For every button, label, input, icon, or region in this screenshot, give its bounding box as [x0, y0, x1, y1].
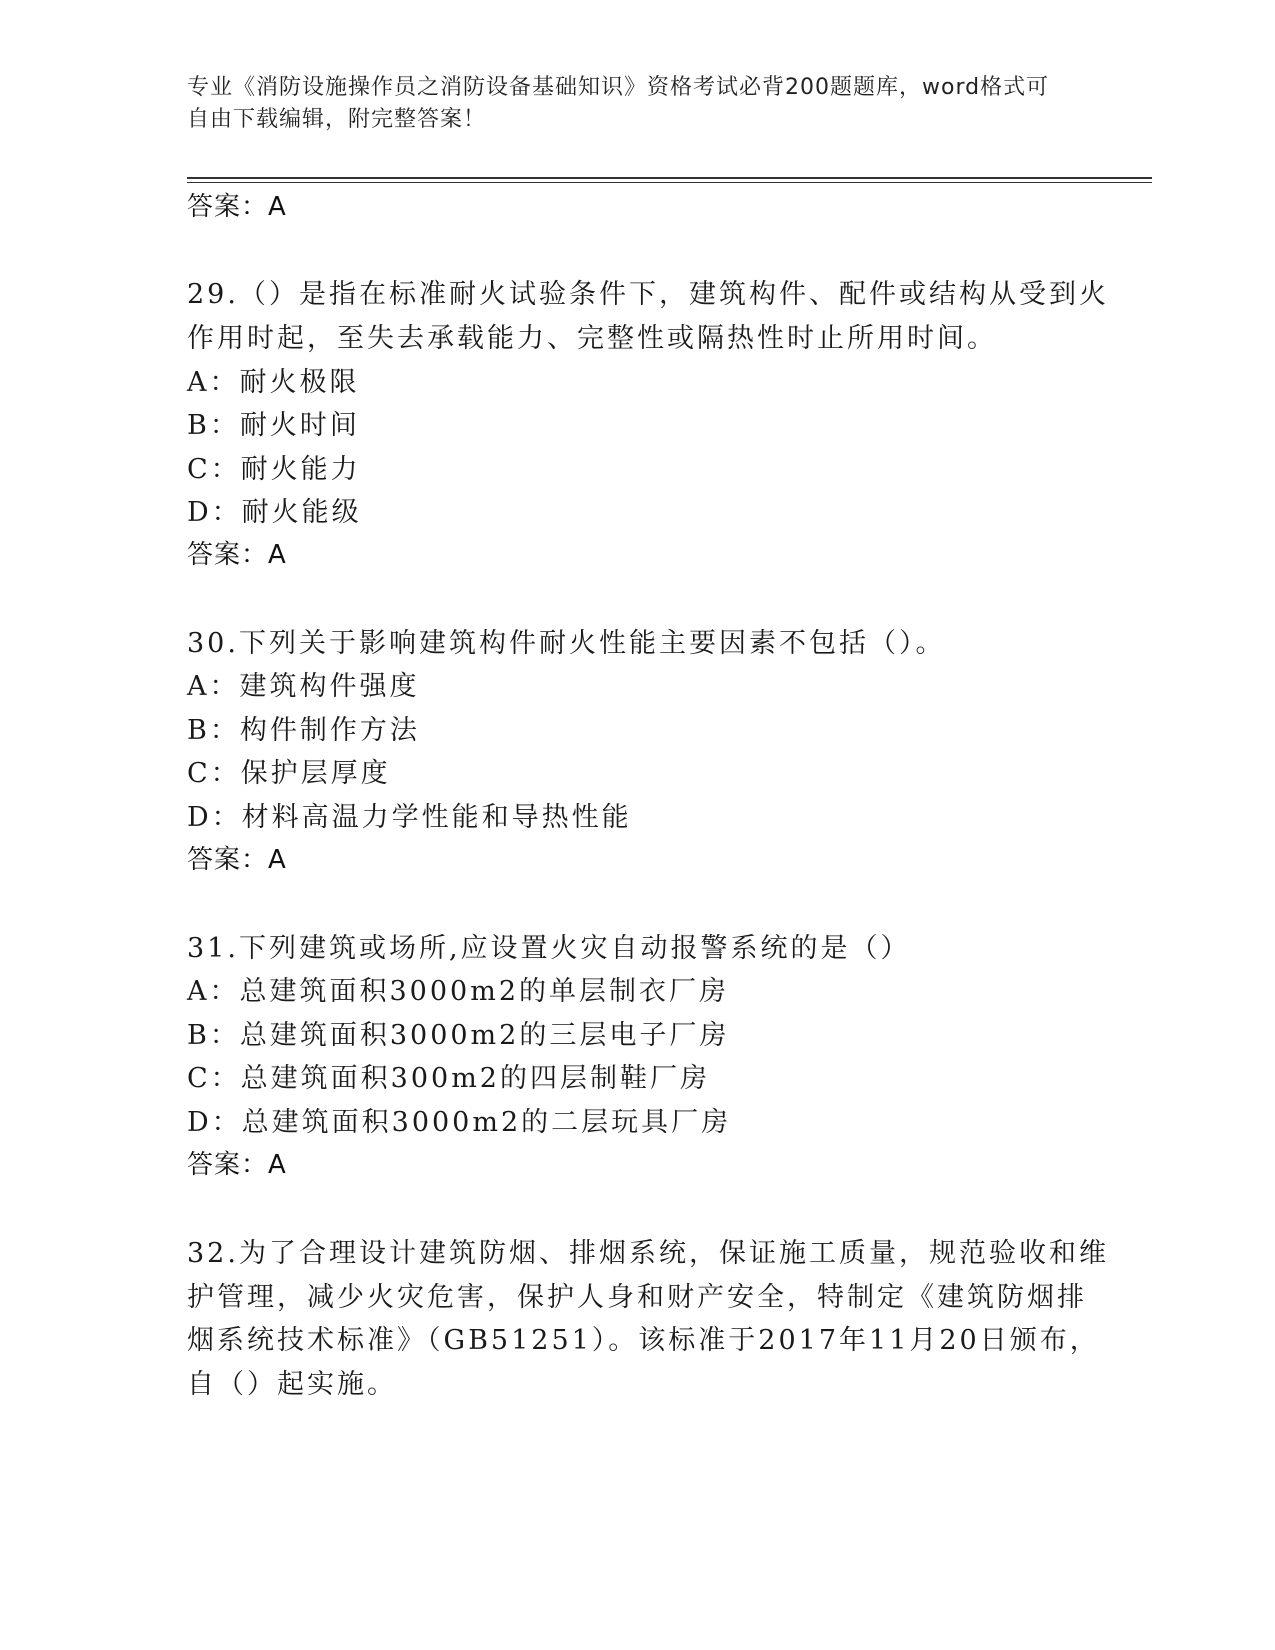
header-divider-thin — [187, 182, 1152, 183]
option-b: B：耐火时间 — [187, 410, 360, 441]
header-divider-thick — [187, 177, 1152, 179]
document-header: 专业《消防设施操作员之消防设备基础知识》资格考试必背200题题库，word格式可自由下载编辑，附完整答案！ — [187, 75, 1050, 132]
option-d: D：耐火能级 — [187, 497, 362, 528]
question-stem: 护管理，减少火灾危害，保护人身和财产安全，特制定《建筑防烟排 — [187, 1282, 1087, 1313]
option-b: B：构件制作方法 — [187, 715, 420, 746]
option-c: C：耐火能力 — [187, 454, 361, 485]
option-a: A：总建筑面积3000m2的单层制衣厂房 — [187, 976, 729, 1007]
question-stem: 烟系统技术标准》（GB51251）。该标准于2017年11月20日颁布， — [187, 1325, 1100, 1356]
answer-line: 答案：A — [187, 192, 287, 222]
question-stem: 32.为了合理设计建筑防烟、排烟系统，保证施工质量，规范验收和维 — [187, 1238, 1109, 1269]
option-c: C：保护层厚度 — [187, 758, 391, 789]
question-stem: 31.下列建筑或场所,应设置火灾自动报警系统的是（） — [187, 933, 911, 964]
answer-line: 答案：A — [187, 845, 287, 875]
question-stem: 作用时起，至失去承载能力、完整性或隔热性时止所用时间。 — [187, 323, 997, 354]
option-b: B：总建筑面积3000m2的三层电子厂房 — [187, 1020, 730, 1051]
option-c: C：总建筑面积300m2的四层制鞋厂房 — [187, 1063, 710, 1094]
question-stem: 30.下列关于影响建筑构件耐火性能主要因素不包括（）。 — [187, 628, 946, 659]
answer-line: 答案：A — [187, 1150, 287, 1180]
option-a: A：建筑构件强度 — [187, 671, 420, 702]
answer-line: 答案：A — [187, 540, 287, 570]
option-a: A：耐火极限 — [187, 367, 360, 398]
question-stem: 自（）起实施。 — [187, 1369, 397, 1400]
option-d: D：材料高温力学性能和导热性能 — [187, 802, 632, 833]
option-d: D：总建筑面积3000m2的二层玩具厂房 — [187, 1107, 732, 1138]
question-stem: 29.（）是指在标准耐火试验条件下，建筑构件、配件或结构从受到火 — [187, 279, 1109, 310]
